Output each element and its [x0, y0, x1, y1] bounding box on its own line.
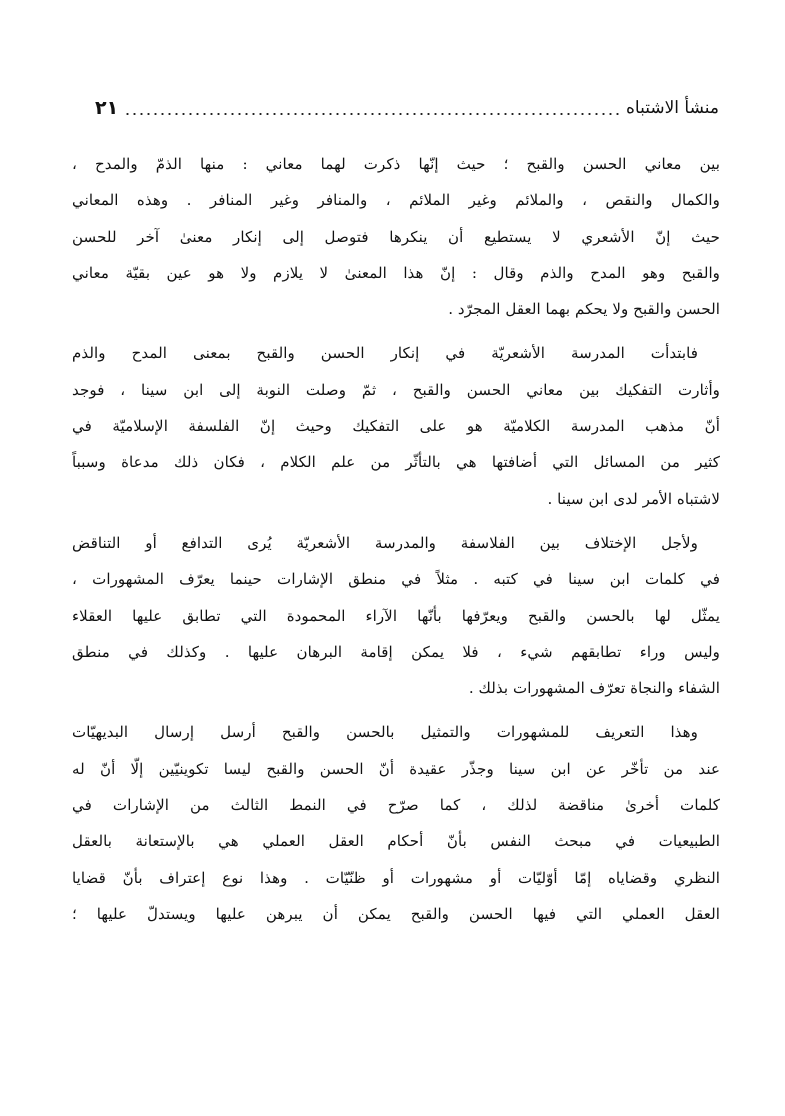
- dot-leader: [124, 113, 620, 115]
- body-text: [72, 146, 720, 940]
- paragraph: [72, 335, 720, 516]
- paragraph: [72, 525, 720, 706]
- text-line: النظري وقضاياه إمّا أوّليّات أو مشهورات أو ظنّيّات . وهذا نوع إعتراف بأنّ قضايا: [72, 868, 720, 887]
- text-line: الحسن والقبح ولا يحكم بهما العقل المجرّد .: [448, 300, 720, 319]
- text-line: وأثارت التفكيك بين معاني الحسن والقبح ، ثمّ وصلت النوبة إلى ابن سينا ، فوجد: [72, 380, 720, 399]
- text-line: وهذا التعريف للمشهورات والتمثيل بالحسن والقبح أرسل إرسال البديهيّات: [72, 723, 698, 742]
- text-line: العقل العملي التي فيها الحسن والقبح يمكن أن يبرهن عليها ويستدلّ عليها ؛: [72, 904, 720, 923]
- text-line: فابتدأت المدرسة الأشعريّة في إنكار الحسن والقبح بمعنى المدح والذم: [72, 344, 698, 363]
- text-line: ولأجل الإختلاف بين الفلاسفة والمدرسة الأشعريّة يُرى التدافع أو التناقض: [72, 533, 698, 552]
- paragraph: [72, 714, 720, 932]
- text-line: الشفاء والنجاة تعرّف المشهورات بذلك .: [468, 679, 720, 698]
- text-line: كثير من المسائل التي أضافتها هي بالتأثّر من علم الكلام ، فكان ذلك مدعاة وسبباً: [72, 453, 720, 472]
- paragraph: [72, 146, 720, 327]
- text-line: يمثّل لها بالحسن والقبح ويعرّفها بأنّها الآراء المحمودة التي تطابق عليها العقلاء: [72, 606, 720, 625]
- chapter-title: منشأ الاشتباه: [626, 98, 719, 118]
- page-number: ٢١: [95, 97, 119, 119]
- text-line: عند من تأخّر عن ابن سينا وجذّر عقيدة أنّ الحسن والقبح ليسا تكوينيّين إلّا أنّ له: [72, 759, 720, 778]
- text-line: والقبح وهو المدح والذم وقال : إنّ هذا المعنىٰ لا يلازم ولا هو عين بقيّة معاني: [72, 263, 720, 282]
- text-line: لاشتباه الأمر لدى ابن سينا .: [547, 489, 720, 508]
- text-line: الطبيعيات في مبحث النفس بأنّ أحكام العقل العملي هي بالإستعانة بالعقل: [72, 832, 720, 851]
- text-line: أنّ مذهب المدرسة الكلاميّة هو على التفكيك وحيث إنّ الفلسفة الإسلاميّة في: [72, 417, 720, 436]
- text-line: بين معاني الحسن والقبح ؛ حيث إنّها ذكرت لهما معاني : منها الذمّ والمدح ،: [72, 155, 720, 173]
- text-line: حيث إنّ الأشعري لا يستطيع أن ينكرها فتوصل إلى إنكار معنىٰ آخر للحسن: [72, 227, 720, 246]
- text-line: وليس وراء تطابقهم شيء ، فلا يمكن إقامة البرهان عليها . وكذلك في منطق: [72, 642, 720, 661]
- text-line: والكمال والنقص ، والملائم وغير الملائم ، والمنافر وغير المنافر . وهذه المعاني: [72, 191, 720, 210]
- text-line: في كلمات ابن سينا في كتبه . مثلاً في منطق الإشارات حينما يعرّف المشهورات ،: [72, 570, 720, 589]
- running-header: [95, 90, 719, 126]
- text-line: كلمات أخرىٰ مناقضة لذلك ، كما صرّح في النمط الثالث من الإشارات في: [72, 796, 720, 815]
